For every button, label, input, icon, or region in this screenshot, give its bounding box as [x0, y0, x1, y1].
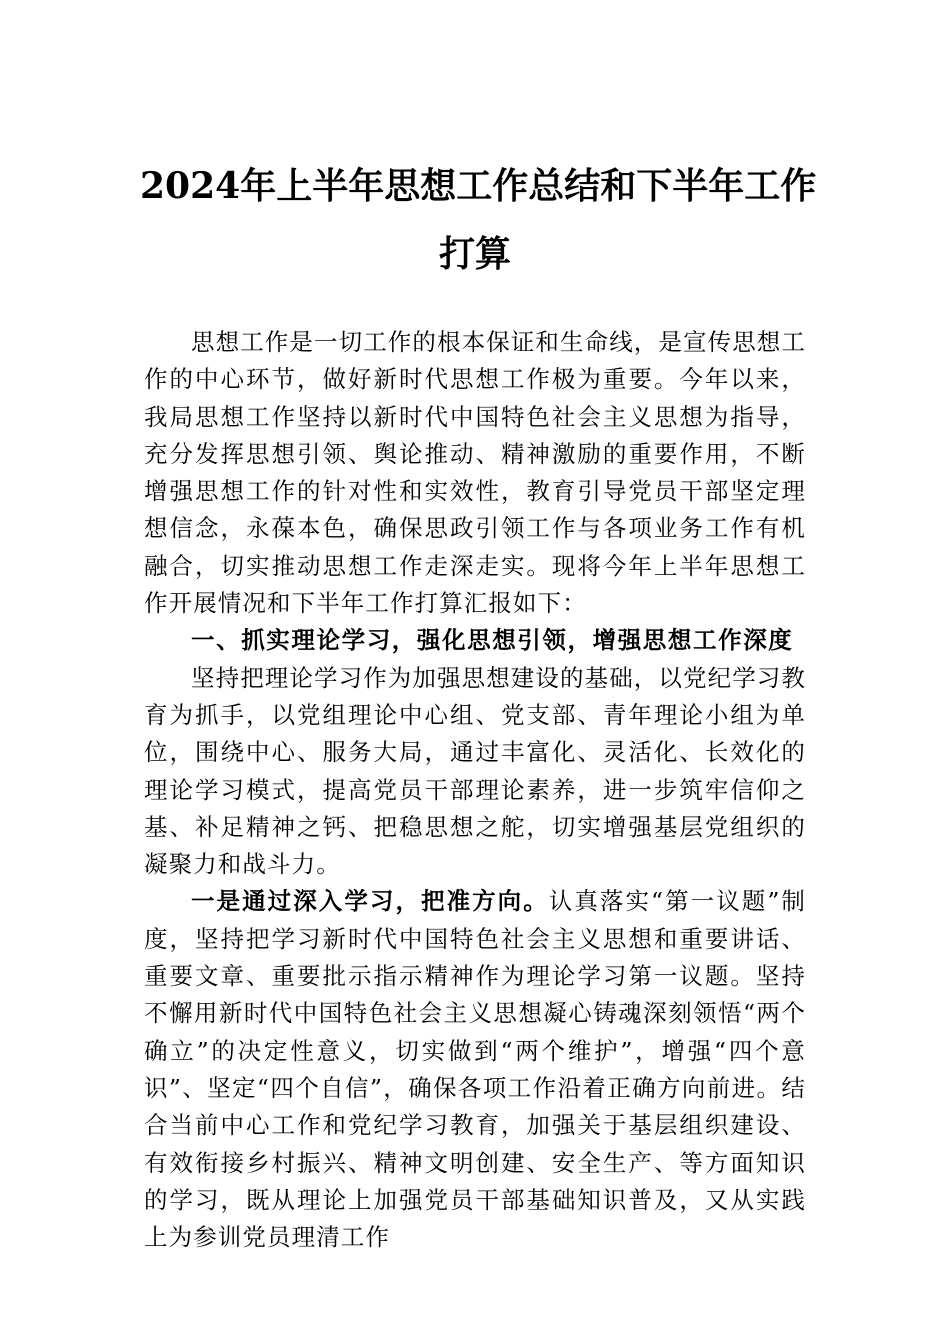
document-title-line-2: 打算 [438, 233, 511, 275]
point-1-lead: 一是通过深入学习，把准方向。 [191, 887, 549, 916]
point-1-paragraph [144, 883, 806, 1256]
document-body [144, 324, 806, 1256]
section-1-heading: 一、抓实理论学习，强化思想引领，增强思想工作深度 [191, 626, 794, 655]
section-1-paragraph: 坚持把理论学习作为加强思想建设的基础，以党纪学习教育为抓手，以党组理论中心组、党支部、青年理论小组为单位，围绕中心、服务大局，通过丰富化、灵活化、长效化的理论学习模式，提高党员干部理论素养，进一步筑牢信仰之基、补足精神之钙、把稳思想之舵，切实增强基层党组织的凝聚力和战斗力。 [144, 663, 806, 879]
intro-paragraph: 思想工作是一切工作的根本保证和生命线，是宣传思想工作的中心环节，做好新时代思想工作极为重要。今年以来，我局思想工作坚持以新时代中国特色社会主义思想为指导，充分发挥思想引领、舆论推动、精神激励的重要作用，不断增强思想工作的针对性和实效性，教育引导党员干部坚定理想信念，永葆本色，确保思政引领工作与各项业务工作有机融合，切实推动思想工作走深走实。现将今年上半年思想工作开展情况和下半年工作打算汇报如下： [144, 328, 806, 618]
point-1-text: 认真落实“第一议题”制度，坚持把学习新时代中国特色社会主义思想和重要讲话、重要文章、重要批示指示精神作为理论学习第一议题。坚持不懈用新时代中国特色社会主义思想凝心铸魂深刻领悟“两个确立”的决定性意义，切实做到“两个维护”，增强“四个意识”、坚定“四个自信”，确保各项工作沿着正确方向前进。结合当前中心工作和党纪学习教育，加强关于基层组织建设、有效衔接乡村振兴、精神文明创建、安全生产、等方面知识的学习，既从理论上加强党员干部基础知识普及，又从实践上为参训党员理清工作 [144, 887, 806, 1252]
document-title-line-1: 2024年上半年思想工作总结和下半年工作 [140, 165, 817, 207]
